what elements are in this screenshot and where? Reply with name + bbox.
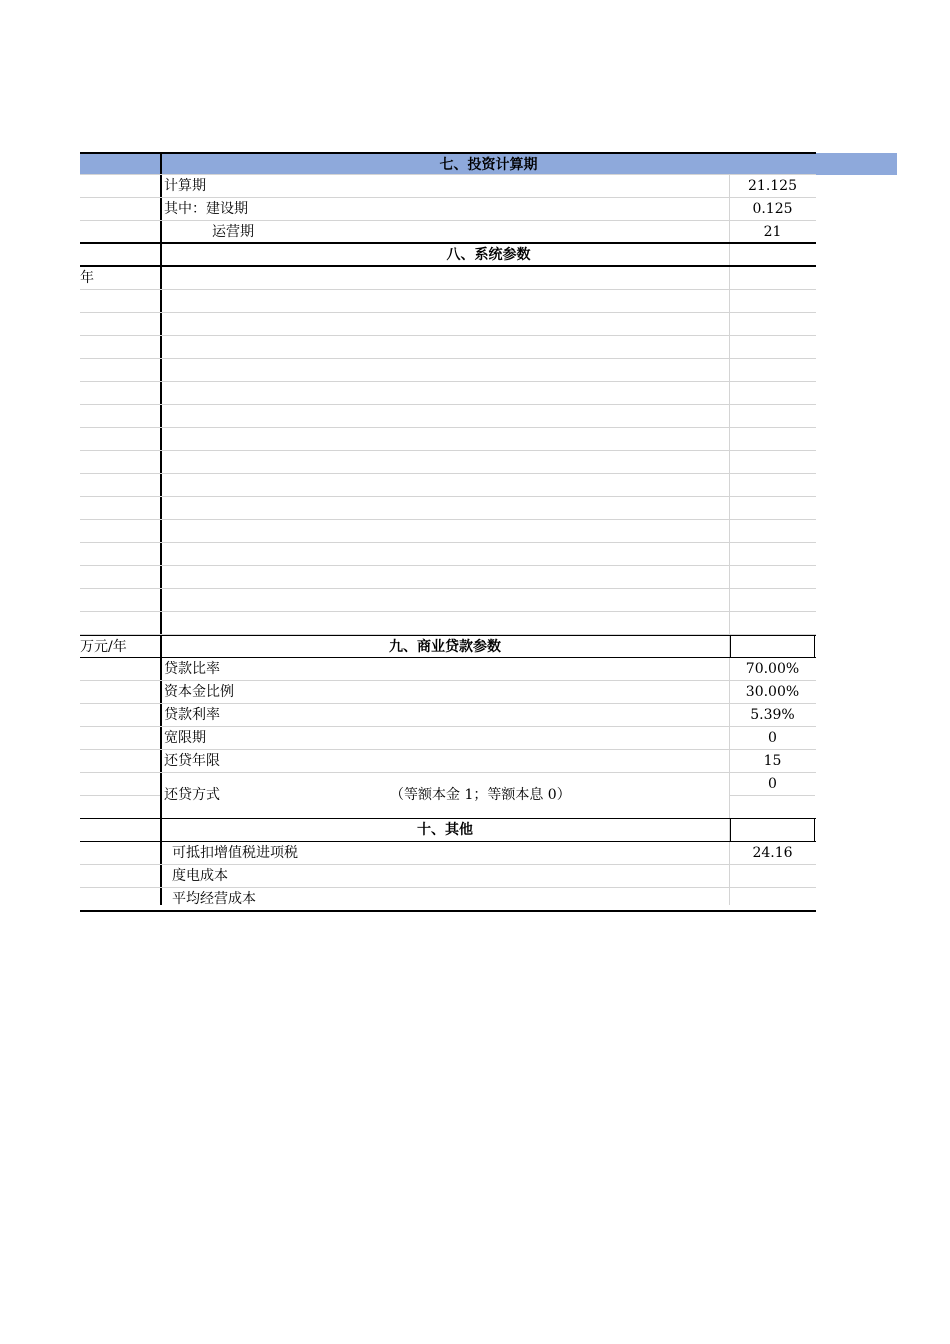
section7-title: 七、投资计算期 (162, 154, 815, 174)
section8-row[interactable] (80, 382, 816, 405)
row-value[interactable]: 24.16 (752, 845, 793, 861)
row-value[interactable]: 0 (768, 730, 777, 746)
section10-title: 十、其他 (417, 822, 473, 838)
section10-row[interactable] (80, 842, 816, 865)
section10-header-value-cell (730, 819, 815, 841)
section8-row[interactable] (80, 612, 816, 635)
row-value[interactable]: 0 (730, 773, 815, 796)
row-label: 宽限期 (164, 730, 206, 746)
section7-row[interactable] (80, 175, 816, 198)
section9-title: 九、商业贷款参数 (389, 639, 501, 655)
section10-row[interactable] (80, 865, 816, 888)
section8-row[interactable] (80, 267, 816, 290)
row-a-divider (80, 773, 160, 796)
section9-row[interactable] (80, 704, 816, 727)
section7-row[interactable] (80, 221, 816, 244)
section8-title: 八、系统参数 (446, 247, 531, 263)
section8-row[interactable] (80, 313, 816, 336)
spreadsheet (80, 152, 816, 912)
row-label: 运营期 (212, 224, 254, 240)
row-value[interactable]: 70.00% (745, 661, 800, 677)
section9-row[interactable] (80, 681, 816, 704)
row-value[interactable]: 0.125 (752, 201, 793, 217)
unit-label: 年 (80, 270, 94, 286)
section7-header-fill-right (815, 153, 897, 175)
row-value[interactable]: 21 (763, 224, 782, 240)
row-label: 度电成本 (172, 868, 228, 884)
row-value[interactable] (730, 888, 815, 910)
row-value[interactable]: 5.39% (750, 707, 795, 723)
row-label: 还贷年限 (164, 753, 220, 769)
row-value[interactable]: 21.125 (748, 178, 797, 194)
row-value[interactable] (730, 865, 815, 887)
section8-row[interactable] (80, 497, 816, 520)
section9-header (80, 635, 816, 658)
section9-row[interactable] (80, 658, 816, 681)
section8-row[interactable] (80, 451, 816, 474)
section8-row[interactable] (80, 428, 816, 451)
row-label: 平均经营成本 (172, 891, 256, 907)
section9-repayment-row[interactable] (80, 773, 816, 819)
section7-header (80, 152, 816, 175)
section9-row[interactable] (80, 727, 816, 750)
row-label: 其中：建设期 (164, 201, 248, 217)
row-label: 贷款比率 (164, 661, 220, 677)
section7-row[interactable] (80, 198, 816, 221)
section9-header-value-cell (730, 636, 815, 657)
row-label: 还贷方式 (164, 787, 220, 803)
section8-row[interactable] (80, 520, 816, 543)
section10-header (80, 819, 816, 842)
section8-row[interactable] (80, 336, 816, 359)
section8-row[interactable] (80, 543, 816, 566)
section8-header (80, 244, 816, 267)
section8-row[interactable] (80, 405, 816, 428)
section8-row[interactable] (80, 474, 816, 497)
section9-row[interactable] (80, 750, 816, 773)
section8-row[interactable] (80, 589, 816, 612)
section10-row[interactable] (80, 888, 816, 912)
row-label: 计算期 (164, 178, 206, 194)
section8-row[interactable] (80, 359, 816, 382)
section8-row[interactable] (80, 566, 816, 589)
section8-row[interactable] (80, 290, 816, 313)
row-label: 资本金比例 (164, 684, 234, 700)
row-label: 可抵扣增值税进项税 (172, 845, 298, 861)
row-value[interactable]: 30.00% (745, 684, 800, 700)
repayment-note: （等额本金 1；等额本息 0） (390, 787, 571, 803)
row-value[interactable]: 15 (763, 753, 782, 769)
row-label: 贷款利率 (164, 707, 220, 723)
unit-label: 万元/年 (80, 639, 127, 655)
